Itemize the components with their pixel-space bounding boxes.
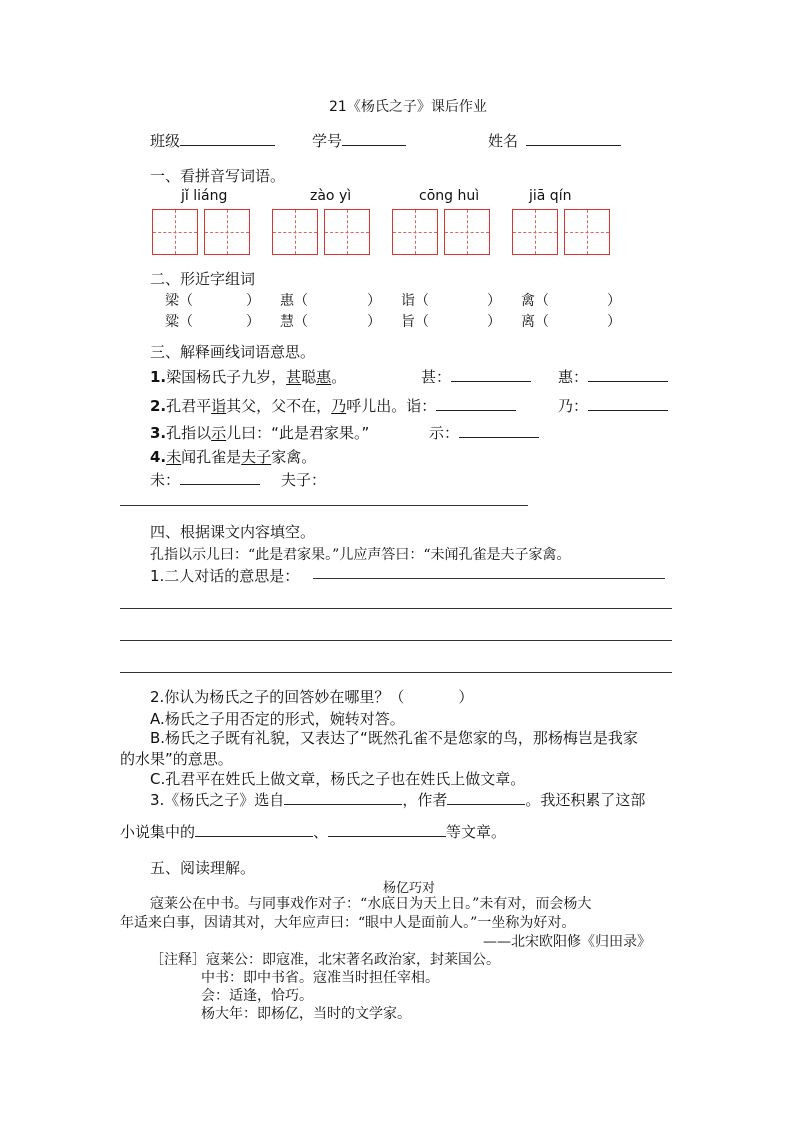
option-b-cont: 的水果”的意思。 [120, 750, 233, 768]
word-blank-close[interactable]: ） [367, 314, 381, 330]
s3-question-3: 3.孔指以示儿曰：“此是君家果。” [150, 424, 370, 442]
passage-line-1: 寇莱公在中书。与同事戏作对子：“水底日为天上日。”未有对，而会杨大 [150, 896, 592, 912]
name-label: 姓名 [488, 132, 519, 150]
word-prompt: 惠（ [280, 293, 308, 309]
writing-box[interactable] [324, 209, 370, 255]
note-3: 会：适逢，恰巧。 [201, 988, 313, 1004]
writing-box[interactable] [564, 209, 610, 255]
word-blank-close[interactable]: ） [367, 293, 381, 309]
word-prompt: 梁（ [165, 293, 193, 309]
pinyin-2: zào yì [310, 188, 352, 204]
passage-title: 杨亿巧对 [383, 881, 436, 896]
answer-line[interactable] [313, 578, 665, 579]
option-a[interactable]: A.杨氏之子用否定的形式，婉转对答。 [150, 710, 405, 728]
number-label: 学号 [312, 132, 343, 150]
word-blank-close[interactable]: ） [487, 314, 501, 330]
writing-box[interactable] [512, 209, 558, 255]
s3-answer-4a[interactable]: 未： [150, 469, 260, 490]
writing-box[interactable] [204, 209, 250, 255]
s3-answer-4b[interactable]: 夫子： [281, 471, 327, 489]
s3-question-2[interactable]: 2.孔君平诣其父，父不在，乃呼儿出。诣： [150, 395, 516, 416]
section3-heading: 三、解释画线词语意思。 [150, 343, 316, 361]
name-field[interactable] [488, 130, 621, 151]
word-prompt: 离（ [521, 314, 549, 330]
writing-box[interactable] [444, 209, 490, 255]
s4-question-2[interactable]: 2.你认为杨氏之子的回答妙在哪里？（ ） [150, 688, 474, 706]
pinyin-1: jǐ liáng [181, 188, 228, 204]
s3-question-4: 4.未闻孔雀是夫子家禽。 [150, 448, 317, 466]
word-prompt: 诣（ [401, 293, 429, 309]
word-prompt: 禽（ [521, 293, 549, 309]
s4-quote: 孔指以示儿曰：“此是君家果。”儿应声答曰：“未闻孔雀是夫子家禽。 [150, 547, 571, 563]
section1-heading: 一、看拼音写词语。 [150, 167, 286, 185]
s3-answer-2b[interactable]: 乃： [558, 395, 668, 416]
note-1: ［注释］寇莱公：即寇准，北宋著名政治家，封莱国公。 [150, 952, 500, 968]
word-blank-close[interactable]: ） [607, 293, 621, 309]
word-prompt: 慧（ [280, 314, 308, 330]
section5-heading: 五、阅读理解。 [150, 859, 256, 877]
note-2: 中书：即中书省。寇准当时担任宰相。 [201, 970, 439, 986]
s3-answer-1b[interactable]: 惠： [558, 366, 668, 387]
word-blank-close[interactable]: ） [607, 314, 621, 330]
section4-heading: 四、根据课文内容填空。 [150, 523, 316, 541]
option-c[interactable]: C.孔君平在姓氏上做文章，杨氏之子也在姓氏上做文章。 [150, 770, 526, 788]
note-4: 杨大年：即杨亿，当时的文学家。 [201, 1006, 411, 1022]
word-prompt: 旨（ [401, 314, 429, 330]
passage-source: ——北宋欧阳修《归田录》 [483, 934, 651, 950]
answer-line[interactable] [120, 672, 672, 673]
word-blank-close[interactable]: ） [246, 314, 260, 330]
answer-line[interactable] [120, 505, 528, 506]
writing-box[interactable] [272, 209, 318, 255]
s3-question-1: 1.梁国杨氏子九岁，甚聪惠。 [150, 368, 347, 386]
s4-question-1: 1.二人对话的意思是： [150, 567, 300, 585]
page-title: 21《杨氏之子》课后作业 [329, 99, 487, 115]
answer-line[interactable] [120, 608, 672, 609]
section2-heading: 二、形近字组词 [150, 270, 256, 288]
s3-answer-1a[interactable]: 甚： [421, 366, 531, 387]
number-field[interactable] [312, 130, 406, 151]
writing-box[interactable] [152, 209, 198, 255]
word-blank-close[interactable]: ） [487, 293, 501, 309]
s4-question-3[interactable]: 3.《杨氏之子》选自 ，作者 。我还积累了这部 [150, 791, 646, 809]
pinyin-3: cōng huì [419, 188, 480, 204]
option-b[interactable]: B.杨氏之子既有礼貌，又表达了“既然孔雀不是您家的鸟，那杨梅岂是我家 [150, 729, 638, 747]
answer-line[interactable] [120, 640, 672, 641]
class-field[interactable] [150, 130, 275, 151]
word-prompt: 粱（ [165, 314, 193, 330]
s4-question-3-cont[interactable]: 小说集中的 、 等文章。 [120, 823, 507, 841]
writing-box[interactable] [392, 209, 438, 255]
passage-line-2: 年适来白事，因请其对，大年应声曰：“眼中人是面前人。”一坐称为好对。 [120, 915, 576, 931]
s3-answer-3[interactable]: 示： [429, 422, 539, 443]
pinyin-4: jiā qín [529, 188, 572, 204]
class-label: 班级 [150, 132, 181, 150]
word-blank-close[interactable]: ） [246, 293, 260, 309]
